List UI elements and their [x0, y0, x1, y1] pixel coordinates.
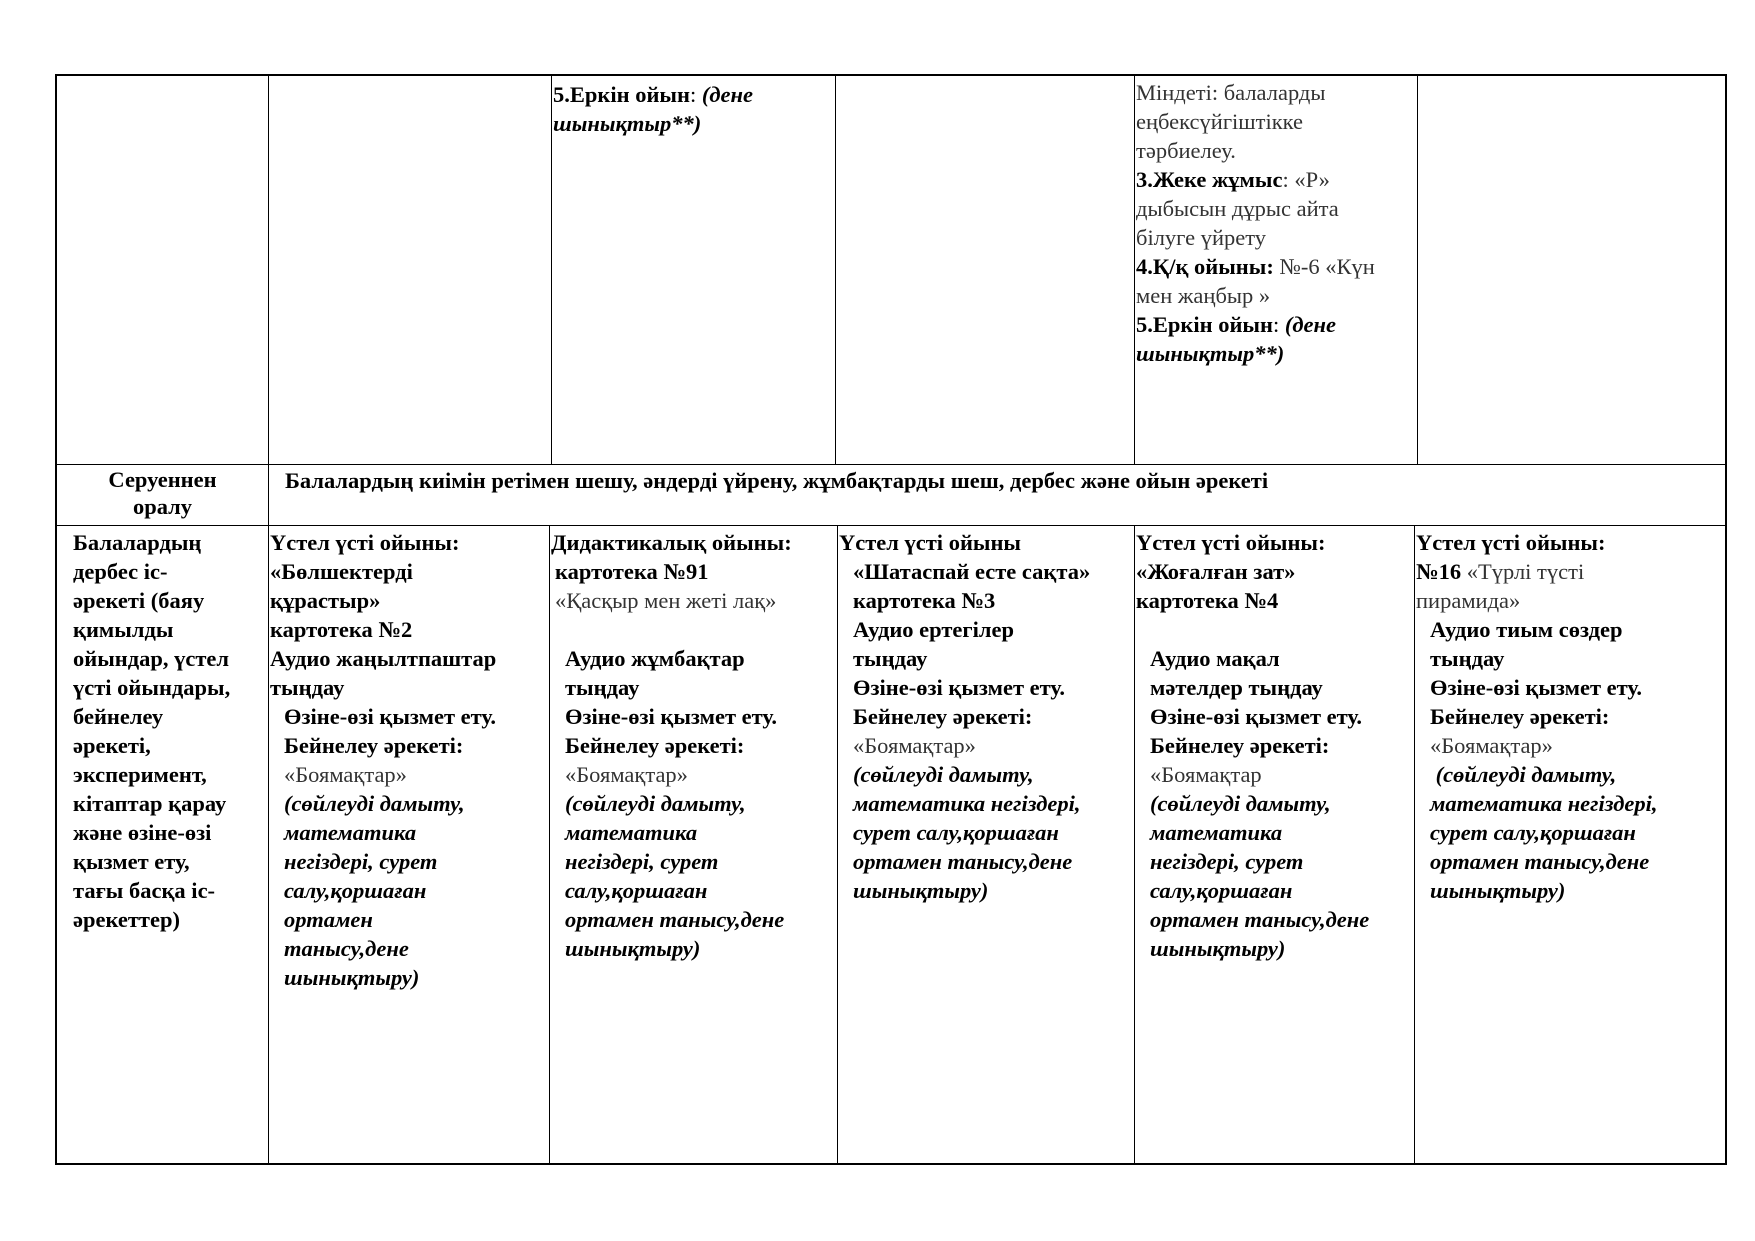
col-line-1-mid — [268, 464, 269, 525]
audio-line: тыңдау — [853, 646, 928, 671]
self-service: Өзіне-өзі қызмет ету. — [565, 704, 778, 729]
coloring-books: «Боямақтар» — [565, 762, 688, 787]
schedule-table — [55, 74, 1727, 1165]
self-service: Өзіне-өзі қызмет ету. — [853, 675, 1066, 700]
integration-note: математика негіздері, — [853, 791, 1081, 816]
visual-activity: Бейнелеу әрекеті: — [853, 704, 1033, 729]
game-name: «Жоғалған зат» — [1136, 559, 1296, 584]
integration-note: сурет салу,қоршаған — [853, 820, 1059, 845]
game-name: «Түрлі түсті — [1466, 559, 1585, 584]
col-line-1-top — [268, 76, 269, 464]
visual-activity: Бейнелеу әрекеті: — [1430, 704, 1610, 729]
game-title: Үстел үсті ойыны: — [1136, 530, 1326, 555]
row-divider-1 — [57, 464, 1725, 465]
game-name: пирамида» — [1416, 588, 1521, 613]
card-file: картотека №3 — [853, 588, 996, 613]
return-text: Балалардың киімін ретімен шешу, әндерді үйрену, жұмбақтарды шеш, дербес және ойын әрекеті — [285, 468, 1269, 493]
task-line: Міндеті: балаларды — [1136, 80, 1326, 105]
task-line: тәрбиелеу. — [1136, 138, 1236, 163]
audio-line: тыңдау — [270, 675, 345, 700]
individual-work-text: : «Р» — [1282, 167, 1330, 192]
visual-activity: Бейнелеу әрекеті: — [284, 733, 464, 758]
integration-note: салу,қоршаған — [284, 878, 427, 903]
audio-line: тыңдау — [1430, 646, 1505, 671]
col-line-5-top — [1417, 76, 1418, 464]
free-play-note: шынықтыр**) — [1136, 341, 1285, 366]
game-name: «Шатаспай есте сақта» — [853, 559, 1091, 584]
audio-line: Аудио мақал — [1150, 646, 1280, 671]
game-name: «Бөлшектерді — [270, 559, 413, 584]
col-line-3-top — [835, 76, 836, 464]
activity-wed-cell — [839, 528, 1131, 905]
integration-note: негіздері, сурет — [565, 849, 719, 874]
visual-activity: Бейнелеу әрекеті: — [565, 733, 745, 758]
return-label-cell — [57, 466, 268, 520]
integration-note: негіздері, сурет — [1150, 849, 1304, 874]
integration-note: танысу,дене — [284, 936, 409, 961]
activity-label-line: қимылды — [73, 617, 174, 642]
integration-note: (сөйлеуді дамыту, — [853, 762, 1034, 787]
game-title: Үстел үсті ойыны: — [1416, 530, 1606, 555]
integration-note: негіздері, сурет — [284, 849, 438, 874]
activity-label-line: бейнелеу — [73, 704, 164, 729]
integration-note: шынықтыру) — [565, 936, 701, 961]
task-line: еңбексүйгіштікке — [1136, 109, 1303, 134]
activity-tue-cell — [551, 528, 835, 963]
card-number: №16 — [1416, 559, 1467, 584]
mobile-game-text: №-6 «Күн — [1279, 254, 1375, 279]
return-label: Серуеннен — [108, 467, 217, 492]
integration-note: математика негіздері, — [1430, 791, 1658, 816]
integration-note: сурет салу,қоршаған — [1430, 820, 1636, 845]
activity-label-line: қызмет ету, — [73, 849, 190, 874]
integration-note: (сөйлеуді дамыту, — [1430, 762, 1617, 787]
game-title: Үстел үсті ойыны: — [270, 530, 460, 555]
col-line-5-bot — [1414, 525, 1415, 1165]
col-line-2-top — [551, 76, 552, 464]
activity-label-line: Балалардың — [73, 530, 202, 555]
card-file: картотека №2 — [270, 617, 413, 642]
activity-mon-cell — [270, 528, 548, 992]
col-line-4-top — [1134, 76, 1135, 464]
integration-note: ортамен танысу,дене — [853, 849, 1073, 874]
col-line-2-bot — [549, 525, 550, 1165]
visual-activity: Бейнелеу әрекеті: — [1150, 733, 1330, 758]
activity-label-line: дербес іс- — [73, 559, 168, 584]
audio-line: Аудио жаңылтпаштар — [270, 646, 497, 671]
row-divider-2 — [57, 525, 1725, 526]
col-line-4-bot — [1134, 525, 1135, 1165]
activity-label-line: үсті ойындары, — [73, 675, 231, 700]
activity-label-line: және өзіне-өзі — [73, 820, 212, 845]
integration-note: салу,қоршаған — [565, 878, 708, 903]
free-play-note: (дене — [1284, 312, 1336, 337]
activity-label-line: ойындар, үстел — [73, 646, 230, 671]
activity-label-cell — [73, 528, 265, 934]
activity-label-line: әрекеті, — [73, 733, 151, 758]
free-play-note: (дене шынықтыр**) — [553, 82, 753, 136]
integration-note: математика — [565, 820, 698, 845]
integration-note: шынықтыру) — [1150, 936, 1286, 961]
free-play-label: 5.Еркін ойын — [1136, 312, 1273, 337]
activity-fri-cell — [1416, 528, 1726, 905]
activity-label-line: әрекеті (баяу — [73, 588, 205, 613]
coloring-books: «Боямақтар — [1150, 762, 1262, 787]
activity-label-line: кітаптар қарау — [73, 791, 227, 816]
audio-line: Аудио жұмбақтар — [565, 646, 745, 671]
integration-note: салу,қоршаған — [1150, 878, 1293, 903]
individual-work-label: 3.Жеке жұмыс — [1136, 167, 1283, 192]
activity-label-line: эксперимент, — [73, 762, 207, 787]
integration-note: ортамен танысу,дене — [1430, 849, 1650, 874]
card-file: картотека №91 — [555, 559, 709, 584]
col-line-3-bot — [837, 525, 838, 1165]
integration-note: ортамен танысу,дене — [565, 907, 785, 932]
integration-note: (сөйлеуді дамыту, — [284, 791, 465, 816]
self-service: Өзіне-өзі қызмет ету. — [284, 704, 497, 729]
integration-note: ортамен танысу,дене — [1150, 907, 1370, 932]
game-title: Үстел үсті ойыны — [839, 530, 1021, 555]
coloring-books: «Боямақтар» — [284, 762, 407, 787]
integration-note: шынықтыру) — [1430, 878, 1566, 903]
top-col3-cell — [553, 80, 831, 138]
individual-work-line: білуге үйрету — [1136, 225, 1267, 250]
self-service: Өзіне-өзі қызмет ету. — [1150, 704, 1363, 729]
integration-note: шынықтыру) — [853, 878, 989, 903]
audio-line: Аудио ертегілер — [853, 617, 1015, 642]
mobile-game-label: 4.Қ/қ ойыны: — [1136, 254, 1280, 279]
integration-note: математика — [284, 820, 417, 845]
game-title: Дидактикалық ойыны: — [551, 530, 792, 555]
top-col5-cell — [1136, 78, 1414, 368]
audio-line: тыңдау — [565, 675, 640, 700]
audio-line: мәтелдер тыңдау — [1150, 675, 1323, 700]
integration-note: (сөйлеуді дамыту, — [565, 791, 746, 816]
game-name: құрастыр» — [270, 588, 381, 613]
mobile-game-line: мен жаңбыр » — [1136, 283, 1271, 308]
game-name: «Қасқыр мен жеті лақ» — [555, 588, 777, 613]
audio-line: Аудио тиым сөздер — [1430, 617, 1623, 642]
activity-label-line: тағы басқа іс- — [73, 878, 216, 903]
integration-note: ортамен — [284, 907, 373, 932]
integration-note: шынықтыру) — [284, 965, 420, 990]
activity-label-line: әрекеттер) — [73, 907, 180, 932]
card-file: картотека №4 — [1136, 588, 1279, 613]
self-service: Өзіне-өзі қызмет ету. — [1430, 675, 1643, 700]
integration-note: (сөйлеуді дамыту, — [1150, 791, 1331, 816]
col-line-1-bot — [268, 525, 269, 1165]
individual-work-line: дыбысын дұрыс айта — [1136, 196, 1339, 221]
activity-thu-cell — [1136, 528, 1412, 963]
return-label: оралу — [132, 494, 193, 519]
coloring-books: «Боямақтар» — [853, 733, 976, 758]
free-play-colon: : — [689, 82, 702, 107]
free-play-label: 5.Еркін ойын — [553, 82, 690, 107]
return-text-cell — [285, 466, 1715, 495]
free-play-colon: : — [1272, 312, 1285, 337]
coloring-books: «Боямақтар» — [1430, 733, 1553, 758]
integration-note: математика — [1150, 820, 1283, 845]
